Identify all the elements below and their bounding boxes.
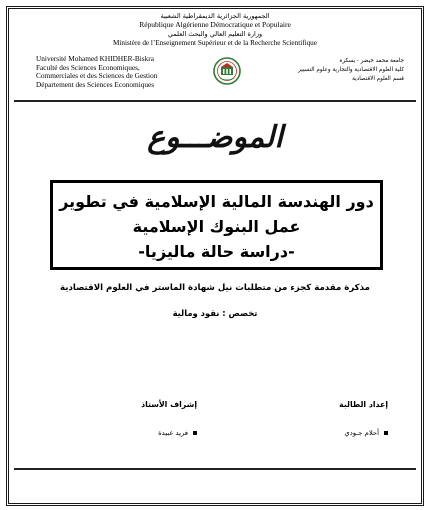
square-bullet-icon xyxy=(384,431,388,435)
thesis-title-line1: دور الهندسة المالية الإسلامية في تطوير xyxy=(59,192,374,211)
thesis-title-box xyxy=(50,180,383,270)
supervisor-label: إشراف الأستاذ xyxy=(141,400,197,409)
faculty-name-french-line1: Faculté des Sciences Economiques, xyxy=(36,62,140,72)
supervisor-name-row xyxy=(87,429,197,437)
university-seal-icon xyxy=(213,56,241,86)
supervisor-signature-block xyxy=(87,400,197,437)
memo-description: مذكرة مقدمة كجزء من متطلبات نيل شهادة الماستر في العلوم الاقتصادية xyxy=(60,283,370,293)
student-name: أحلام جـودي xyxy=(344,429,379,437)
specialty-line: تخصص : نقود ومالية xyxy=(172,308,258,318)
thesis-title-line3: -دراسة حالة ماليزيا- xyxy=(138,242,295,261)
square-bullet-icon xyxy=(193,431,197,435)
institution-arabic-block xyxy=(254,57,404,84)
header-republic-french: République Algérienne Démocratique et Populaire xyxy=(139,20,291,29)
faculty-name-arabic: كلية العلوم الاقتصادية والتجارية وعلوم التسيير xyxy=(298,67,404,73)
header-ministry-french: Ministère de l’Enseignement Supérieur et de la Recherche Scientifique xyxy=(113,39,317,47)
header-divider xyxy=(14,100,416,102)
student-label: إعداد الطالبة xyxy=(339,400,388,409)
department-name-arabic: قسم العلوم الاقتصادية xyxy=(352,76,404,82)
header-republic-arabic: الجمهورية الجزائرية الديمقراطية الشعبية xyxy=(160,12,270,20)
student-signature-block xyxy=(278,400,388,437)
department-name-french: Département des Sciences Economiques xyxy=(36,79,155,89)
header-ministry-arabic: وزارة التعليم العالي والبحث العلمي xyxy=(167,30,263,38)
student-name-row xyxy=(278,429,388,437)
thesis-title-line2: عمل البنوك الإسلامية xyxy=(132,217,301,236)
university-name-arabic: جامعة محمد خيضر - بسكرة xyxy=(339,58,404,64)
supervisor-name: فريد عبيدة xyxy=(158,429,188,437)
institution-french-block xyxy=(36,55,206,89)
faculty-name-french-line2: Commerciales et des Sciences de Gestion xyxy=(36,71,158,81)
university-name-french: Université Mohamed KHIDHER-Biskra xyxy=(36,54,154,63)
subject-heading: الموضـــوع xyxy=(147,120,283,155)
footer-divider xyxy=(14,468,416,470)
